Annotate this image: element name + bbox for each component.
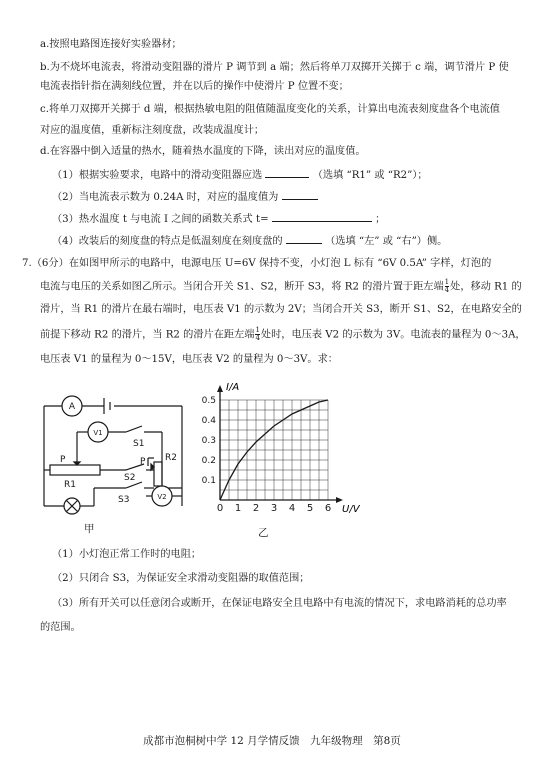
answer-blank[interactable]: [265, 167, 309, 178]
x-tick-label: 3: [270, 503, 278, 514]
y-tick-label: 0.1: [201, 476, 216, 486]
answer-blank[interactable]: [282, 189, 318, 200]
x-tick-label: 1: [234, 503, 242, 514]
problem-7-question-1: （1）小灯泡正常工作时的电阻；: [52, 549, 202, 560]
chart-grid: [220, 400, 328, 500]
voltmeter-v1-label: V1: [93, 429, 103, 437]
answer-blank[interactable]: [286, 233, 322, 244]
switch-s1-label: S1: [133, 439, 145, 449]
x-tick-label: 4: [288, 503, 296, 514]
problem-7-line4: 前提下移动 R2 的滑片，当 R2 的滑片在距左端 $\frac{1}{4}$ 处时，电压表 V2 的示数为 3V。电流表的量程为 0～3A，: [40, 326, 526, 342]
voltmeter-v2-label: V2: [157, 493, 167, 501]
sub-question-2: （2）当电流表示数为 0.24A 时，对应的温度值为: [52, 189, 318, 205]
y-tick-label: 0.5: [201, 396, 216, 406]
sub-question-1: （1）根据实验要求，电路中的滑动变阻器应选 （选填 “R1” 或 “R2”）；: [52, 167, 428, 183]
figure-jia-caption: 甲: [84, 523, 95, 535]
problem-7-question-3-line2: 的范围。: [40, 622, 81, 633]
y-tick-label: 0.2: [201, 456, 216, 466]
sub-question-3: （3）热水温度 t 与电流 I 之间的函数关系式 t= ；: [52, 211, 385, 227]
ammeter-label: A: [68, 402, 76, 412]
switch-s2-label: S2: [124, 473, 136, 483]
y-axis-arrow: [217, 385, 223, 392]
x-tick-label: 2: [252, 503, 260, 514]
step-a: a.按照电路图连接好实验器材；: [40, 39, 182, 50]
step-b-line2: 电流表指针指在满刻线位置，并在以后的操作中使滑片 P 位置不变；: [40, 81, 349, 92]
y-axis-label: I/A: [226, 382, 240, 393]
x-axis-arrow: [336, 497, 343, 503]
step-b-line1: b.为不烧坏电流表，将滑动变阻器的滑片 P 调节到 a 端；然后将单刀双掷开关掷于 c 端，调节滑片 P 使: [40, 62, 509, 73]
chart-axes: [217, 385, 343, 503]
slider-p1-label: P: [60, 455, 66, 465]
step-c-line2: 对应的温度值，重新标注刻度盘，改装成温度计；: [40, 125, 265, 136]
resistor-r1-label: R1: [64, 480, 76, 490]
step-c-line1: c.将单刀双掷开关掷于 d 端，根据热敏电阻的阻值随温度变化的关系，计算出电流表刻度盘各个电流值: [40, 104, 500, 115]
iu-chart: [196, 380, 360, 530]
figure-yi-caption: 乙: [258, 527, 269, 539]
fraction-one-quarter: $\frac{1}{4}$: [444, 278, 450, 294]
step-d: d.在容器中倒入适量的热水，随着热水温度的下降，读出对应的温度值。: [40, 146, 366, 157]
slider-p2-label: P: [140, 457, 146, 467]
page-footer: 成都市泡桐树中学 12 月学情反馈 九年级物理 第8页: [143, 735, 401, 747]
sub-question-4: （4）改装后的刻度盘的特点是低温刻度在刻度盘的 （选填 “左” 或 “右”）侧。: [52, 233, 447, 249]
fraction-one-quarter: $\frac{1}{4}$: [255, 326, 260, 342]
answer-blank[interactable]: [272, 211, 372, 222]
problem-7-line1: 7.（6分）在如图甲所示的电路中，电源电压 U=6V 保持不变，小灯泡 L 标有 “6V 0.5A” 字样，灯泡的: [22, 258, 492, 269]
problem-7-question-3-line1: （3）所有开关可以任意闭合或断开，在保证电路安全且电路中有电流的情况下，求电路消耗的总功率: [52, 598, 507, 609]
x-tick-label: 0: [216, 503, 224, 514]
problem-7-line5: 电压表 V1 的量程为 0～15V，电压表 V2 的量程为 0～3V。求：: [40, 354, 338, 365]
problem-7-line3: 滑片，当 R1 的滑片在最右端时，电压表 V1 的示数为 2V；当闭合开关 S3，断开 S1、S2，在电路安全的: [40, 304, 522, 315]
x-tick-label: 5: [306, 503, 314, 514]
x-tick-label: 6: [324, 503, 332, 514]
problem-7-question-2: （2）只闭合 S3，为保证安全求滑动变阻器的取值范围；: [52, 573, 310, 584]
y-tick-label: 0.4: [201, 416, 216, 426]
switch-s3-label: S3: [118, 495, 130, 505]
x-axis-label: U/V: [342, 504, 360, 515]
y-tick-label: 0.3: [201, 436, 216, 446]
resistor-r2-label: R2: [165, 453, 177, 463]
circuit-diagram: [32, 392, 192, 542]
problem-7-line2: 电流与电压的关系如图乙所示。当闭合开关 S1、S2，断开 S3，将 R2 的滑片置于距左端 $\frac{1}{4}$ 处，移动 R1 的: [40, 278, 522, 294]
